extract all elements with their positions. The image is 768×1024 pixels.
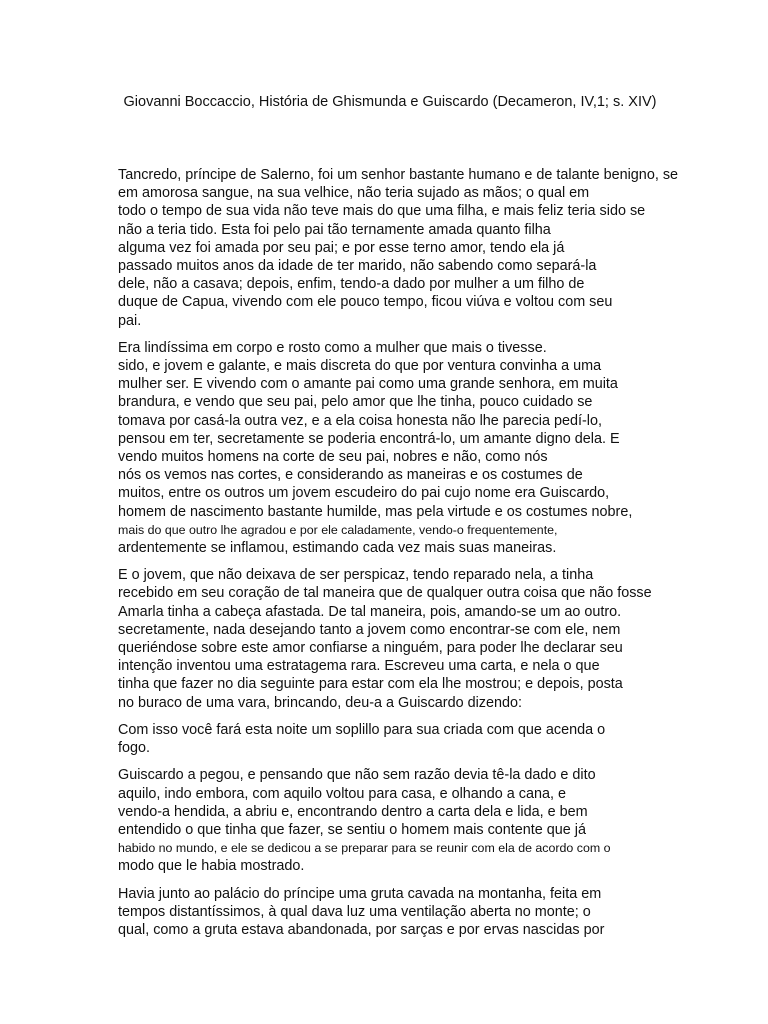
paragraph (118, 766, 758, 875)
text-line: não a teria tido. Esta foi pelo pai tão ternamente amada quanto filha (118, 221, 551, 238)
text-line: Havia junto ao palácio do príncipe uma gruta cavada na montanha, feita em (118, 885, 602, 902)
text-line: pensou em ter, secretamente se poderia encontrá-lo, um amante digno dela. E (118, 430, 620, 447)
text-line: vendo-a hendida, a abriu e, encontrando dentro a carta dela e lida, e bem (118, 803, 588, 820)
text-line: brandura, e vendo que seu pai, pelo amor que lhe tinha, pouco cuidado se (118, 394, 593, 411)
text-line: em amorosa sangue, na sua velhice, não teria sujado as mãos; o qual em (118, 185, 590, 202)
paragraph (118, 885, 758, 940)
text-line: habido no mundo, e ele se dedicou a se preparar para se reunir com ela de acordo com o (118, 841, 611, 856)
paragraph (118, 339, 758, 557)
paragraph (118, 721, 758, 757)
text-line: mais do que outro lhe agradou e por ele caladamente, vendo-o frequentemente, (118, 522, 558, 537)
text-line: mulher ser. E vivendo com o amante pai como uma grande senhora, em muita (118, 376, 618, 393)
text-line: duque de Capua, vivendo com ele pouco tempo, ficou viúva e voltou com seu (118, 294, 613, 311)
text-line: vendo muitos homens na corte de seu pai, nobres e não, como nós (118, 449, 548, 466)
text-line: recebido em seu coração de tal maneira que de qualquer outra coisa que não fosse (118, 585, 652, 602)
text-line: E o jovem, que não deixava de ser perspicaz, tendo reparado nela, a tinha (118, 567, 594, 584)
text-line: Amarla tinha a cabeça afastada. De tal maneira, pois, amando-se um ao outro. (118, 603, 622, 620)
text-line: modo que le habia mostrado. (118, 858, 305, 875)
document-body (118, 166, 758, 948)
text-line: sido, e jovem e galante, e mais discreta do que por ventura convinha a uma (118, 358, 602, 375)
text-line: Com isso você fará esta noite um soplillo para sua criada com que acenda o (118, 721, 606, 738)
text-line: tinha que fazer no dia seguinte para estar com ela lhe mostrou; e depois, posta (118, 676, 623, 693)
text-line: Tancredo, príncipe de Salerno, foi um senhor bastante humano e de talante benigno, se (118, 167, 679, 183)
text-line: tempos distantíssimos, à qual dava luz uma ventilação aberta no monte; o (118, 903, 591, 920)
text-line: no buraco de uma vara, brincando, deu-a a Guiscardo dizendo: (118, 694, 522, 711)
text-line: passado muitos anos da idade de ter marido, não sabendo como separá-la (118, 258, 597, 275)
document-title: Giovanni Boccaccio, História de Ghismunda e Guiscardo (Decameron, IV,1; s. XIV) (123, 94, 657, 110)
text-line: tomava por casá-la outra vez, e a ela coisa honesta não lhe parecia pedí-lo, (118, 412, 602, 429)
text-line: alguma vez foi amada por seu pai; e por esse terno amor, tendo ela já (118, 239, 565, 256)
text-line: nós os vemos nas cortes, e considerando as maneiras e os costumes de (118, 467, 583, 484)
paragraph (118, 566, 758, 712)
text-line: todo o tempo de sua vida não teve mais do que uma filha, e mais feliz teria sido se (118, 203, 646, 220)
text-line: queriéndose sobre este amor confiarse a ninguém, para poder lhe declarar seu (118, 640, 623, 657)
text-line: fogo. (118, 740, 151, 757)
text-line: entendido o que tinha que fazer, se sentiu o homem mais contente que já (118, 821, 587, 838)
paragraph (118, 166, 758, 330)
text-line: Era lindíssima em corpo e rosto como a mulher que mais o tivesse. (118, 339, 547, 356)
text-line: secretamente, nada desejando tanto a jovem como encontrar-se com ele, nem (118, 621, 621, 638)
text-line: pai. (118, 312, 142, 329)
text-line: intenção inventou uma estratagema rara. Escreveu uma carta, e nela o que (118, 658, 600, 675)
text-line: homem de nascimento bastante humilde, mas pela virtude e os costumes nobre, (118, 503, 633, 520)
text-line: qual, como a gruta estava abandonada, por sarças e por ervas nascidas por (118, 921, 605, 938)
text-line: ardentemente se inflamou, estimando cada vez mais suas maneiras. (118, 540, 557, 557)
text-line: aquilo, indo embora, com aquilo voltou para casa, e olhando a cana, e (118, 785, 567, 802)
text-line: Guiscardo a pegou, e pensando que não sem razão devia tê-la dado e dito (118, 767, 596, 784)
text-line: muitos, entre os outros um jovem escudeiro do pai cujo nome era Guiscardo, (118, 485, 610, 502)
text-line: dele, não a casava; depois, enfim, tendo-a dado por mulher a um filho de (118, 276, 585, 293)
